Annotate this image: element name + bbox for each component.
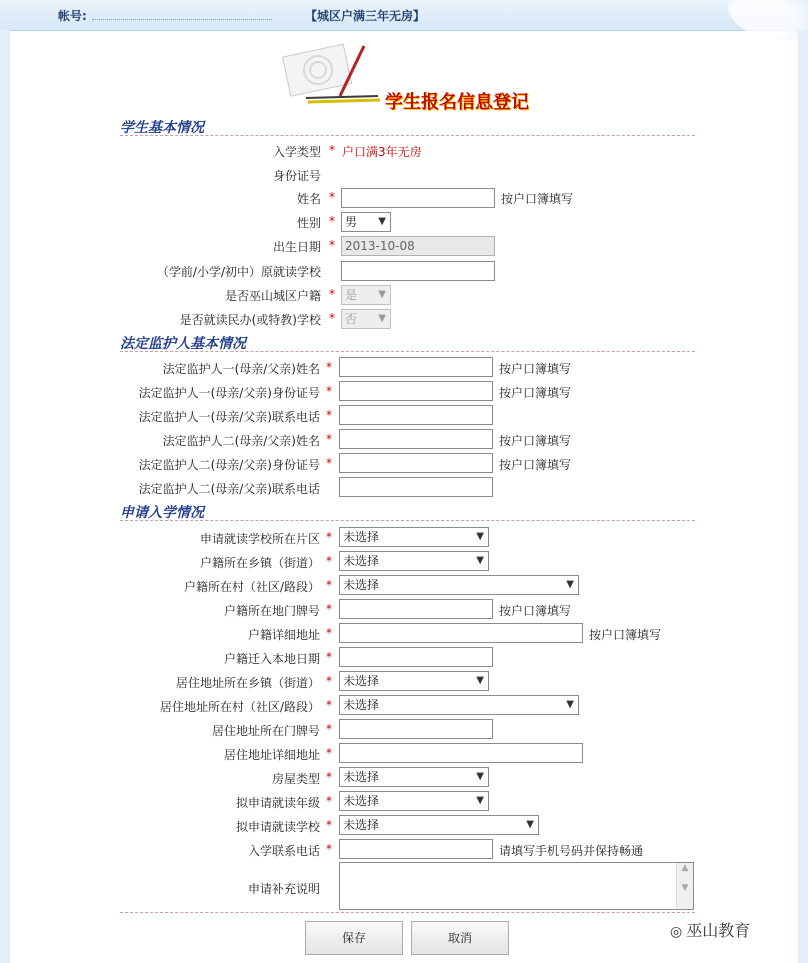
- district-select[interactable]: [339, 527, 489, 547]
- school-select[interactable]: [339, 815, 539, 835]
- g1-phone-label: 法定监护人一(母亲/父亲)联系电话: [138, 410, 320, 424]
- required-mark: *: [326, 650, 332, 664]
- res-door-input[interactable]: [339, 719, 493, 739]
- local-hukou-value: 是: [345, 288, 358, 302]
- g2-name-label: 法定监护人二(母亲/父亲)姓名: [162, 434, 320, 448]
- chevron-down-icon: ▼: [378, 289, 386, 300]
- account-label: 帐号:: [58, 9, 87, 23]
- private-school-value: 否: [345, 312, 358, 326]
- hukou-village-select[interactable]: [339, 575, 579, 595]
- phone-label: 入学联系电话: [247, 844, 320, 858]
- res-village-label: 居住地址所在村（社区/路段）: [159, 700, 320, 714]
- chevron-down-icon: ▼: [476, 675, 484, 686]
- category-label: 【城区户满三年无房】: [305, 9, 426, 23]
- gender-select[interactable]: [341, 212, 391, 232]
- required-mark: *: [326, 408, 332, 422]
- prev-school-input[interactable]: [341, 261, 495, 281]
- chevron-down-icon: ▼: [476, 555, 484, 566]
- enroll-type-label: 入学类型: [272, 145, 321, 159]
- required-mark: *: [329, 214, 335, 228]
- hukou-town-label: 户籍所在乡镇（街道）: [199, 556, 320, 570]
- res-town-select[interactable]: [339, 671, 489, 691]
- watermark: [670, 918, 750, 941]
- chevron-down-icon: ▼: [476, 771, 484, 782]
- account-value: [92, 9, 272, 20]
- school-value: 未选择: [343, 818, 380, 832]
- page-title: 学生报名信息登记: [385, 92, 529, 113]
- res-address-label: 居住地址详细地址: [223, 748, 320, 762]
- required-mark: *: [329, 287, 335, 301]
- phone-input[interactable]: [339, 839, 493, 859]
- g2-id-note: 按户口簿填写: [499, 458, 572, 472]
- private-school-select[interactable]: [341, 309, 391, 329]
- required-mark: *: [326, 384, 332, 398]
- g1-name-input[interactable]: [339, 357, 493, 377]
- private-school-label: 是否就读民办(或特教)学校: [179, 313, 321, 327]
- required-mark: *: [326, 578, 332, 592]
- chevron-down-icon: ▼: [526, 819, 534, 830]
- local-hukou-label: 是否巫山城区户籍: [224, 289, 321, 303]
- required-mark: *: [326, 530, 332, 544]
- hukou-move-date-input[interactable]: [339, 647, 493, 667]
- hukou-door-label: 户籍所在地门牌号: [223, 604, 320, 618]
- hukou-door-input[interactable]: [339, 599, 493, 619]
- prev-school-label: （学前/小学/初中）原就读学校: [156, 265, 321, 279]
- chevron-down-icon: ▼: [378, 313, 386, 324]
- required-mark: *: [326, 746, 332, 760]
- name-label: 姓名: [296, 192, 321, 206]
- required-mark: *: [326, 626, 332, 640]
- required-mark: *: [329, 311, 335, 325]
- section-guardian: 法定监护人基本情况: [120, 333, 695, 352]
- left-border: [0, 30, 10, 963]
- required-mark: *: [326, 456, 332, 470]
- required-mark: *: [326, 818, 332, 832]
- chevron-down-icon: ▼: [378, 216, 386, 227]
- chevron-down-icon: ▼: [566, 699, 574, 710]
- grade-label: 拟申请就读年级: [235, 796, 320, 810]
- required-mark: *: [326, 554, 332, 568]
- res-town-label: 居住地址所在乡镇（街道）: [175, 676, 320, 690]
- required-mark: *: [326, 842, 332, 856]
- required-mark: *: [326, 770, 332, 784]
- required-mark: *: [329, 190, 335, 204]
- gender-value: 男: [345, 215, 358, 229]
- hukou-town-value: 未选择: [343, 554, 380, 568]
- save-button[interactable]: 保存: [305, 921, 403, 955]
- birth-date-input[interactable]: 2013-10-08: [341, 236, 495, 256]
- required-mark: *: [326, 794, 332, 808]
- hukou-move-date-label: 户籍迁入本地日期: [223, 652, 320, 666]
- required-mark: *: [326, 698, 332, 712]
- remark-label: 申请补充说明: [247, 882, 320, 896]
- g1-name-note: 按户口簿填写: [499, 362, 572, 376]
- enroll-type-value: 户口满3年无房: [342, 145, 422, 159]
- g2-phone-label: 法定监护人二(母亲/父亲)联系电话: [138, 482, 320, 496]
- required-mark: *: [326, 602, 332, 616]
- g2-id-label: 法定监护人二(母亲/父亲)身份证号: [138, 458, 320, 472]
- section-student: 学生基本情况: [120, 117, 695, 136]
- hukou-village-label: 户籍所在村（社区/路段）: [183, 580, 320, 594]
- district-label: 申请就读学校所在片区: [199, 532, 320, 546]
- g1-id-label: 法定监护人一(母亲/父亲)身份证号: [138, 386, 320, 400]
- g1-name-label: 法定监护人一(母亲/父亲)姓名: [162, 362, 320, 376]
- g1-phone-input[interactable]: [339, 405, 493, 425]
- student-name-input[interactable]: [341, 188, 495, 208]
- g2-name-note: 按户口簿填写: [499, 434, 572, 448]
- hukou-address-note: 按户口簿填写: [589, 628, 662, 642]
- top-bar: [0, 0, 808, 31]
- required-mark: *: [326, 432, 332, 446]
- hukou-village-value: 未选择: [343, 578, 380, 592]
- watermark-text: 巫山教育: [686, 921, 751, 940]
- g1-id-input[interactable]: [339, 381, 493, 401]
- birth-label: 出生日期: [272, 240, 321, 254]
- local-hukou-select[interactable]: [341, 285, 391, 305]
- cancel-button[interactable]: 取消: [411, 921, 509, 955]
- required-mark: *: [326, 674, 332, 688]
- name-note: 按户口簿填写: [501, 192, 574, 206]
- divider: [120, 912, 695, 913]
- id-label: 身份证号: [272, 169, 321, 183]
- res-address-input[interactable]: [339, 743, 583, 763]
- district-value: 未选择: [343, 530, 380, 544]
- g2-id-input[interactable]: [339, 453, 493, 473]
- decorative-swoosh: [728, 0, 808, 40]
- hukou-town-select[interactable]: [339, 551, 489, 571]
- phone-note: 请填写手机号码并保持畅通: [499, 844, 644, 858]
- pencil-paper-icon: [278, 40, 388, 106]
- chevron-down-icon: ▼: [566, 579, 574, 590]
- res-town-value: 未选择: [343, 674, 380, 688]
- grade-value: 未选择: [343, 794, 380, 808]
- house-type-select[interactable]: [339, 767, 489, 787]
- g2-phone-input[interactable]: [339, 477, 493, 497]
- res-door-label: 居住地址所在门牌号: [211, 724, 320, 738]
- res-village-value: 未选择: [343, 698, 380, 712]
- section-application: 申请入学情况: [120, 502, 695, 521]
- wechat-icon: ◎: [670, 924, 683, 940]
- gender-label: 性别: [296, 216, 321, 230]
- required-mark: *: [329, 143, 335, 157]
- hukou-address-label: 户籍详细地址: [247, 628, 320, 642]
- house-type-label: 房屋类型: [271, 772, 320, 786]
- house-type-value: 未选择: [343, 770, 380, 784]
- scrollbar[interactable]: ▲ ▼: [676, 863, 693, 909]
- school-label: 拟申请就读学校: [235, 820, 320, 834]
- remark-textarea[interactable]: [339, 862, 694, 910]
- required-mark: *: [329, 238, 335, 252]
- hukou-door-note: 按户口簿填写: [499, 604, 572, 618]
- right-border: [798, 30, 808, 963]
- required-mark: *: [326, 722, 332, 736]
- chevron-down-icon: ▼: [476, 531, 484, 542]
- res-village-select[interactable]: [339, 695, 579, 715]
- hukou-address-input[interactable]: [339, 623, 583, 643]
- grade-select[interactable]: [339, 791, 489, 811]
- g1-id-note: 按户口簿填写: [499, 386, 572, 400]
- required-mark: *: [326, 360, 332, 374]
- chevron-down-icon: ▼: [476, 795, 484, 806]
- g2-name-input[interactable]: [339, 429, 493, 449]
